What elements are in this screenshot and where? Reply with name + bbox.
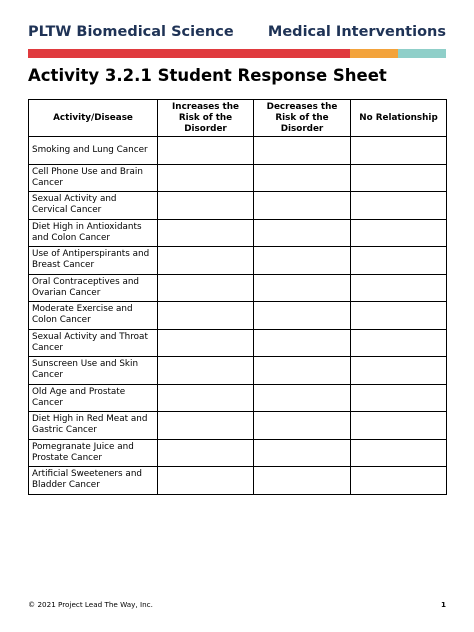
increases-risk-cell[interactable] [158,412,254,440]
activity-disease-cell: Artificial Sweeteners and Bladder Cancer [29,467,158,495]
no-relationship-cell[interactable] [351,384,447,412]
increases-risk-cell[interactable] [158,274,254,302]
table-row [29,192,447,220]
course-title: PLTW Biomedical Science [28,24,234,40]
page-number: 1 [440,600,446,609]
decreases-risk-cell[interactable] [254,219,351,247]
no-relationship-cell[interactable] [351,439,447,467]
activity-disease-cell: Diet High in Red Meat and Gastric Cancer [29,412,158,440]
no-relationship-cell[interactable] [351,302,447,330]
column-header-activity: Activity/Disease [29,100,158,137]
activity-disease-cell: Sexual Activity and Throat Cancer [29,329,158,357]
column-header-increases: Increases the Risk of the Disorder [158,100,254,137]
table-header-row [29,100,447,137]
no-relationship-cell[interactable] [351,412,447,440]
table-row [29,274,447,302]
activity-disease-cell: Sunscreen Use and Skin Cancer [29,357,158,385]
increases-risk-cell[interactable] [158,219,254,247]
table-row [29,164,447,192]
decreases-risk-cell[interactable] [254,192,351,220]
color-bar-teal-segment [398,49,446,58]
table-row [29,219,447,247]
activity-disease-cell: Pomegranate Juice and Prostate Cancer [29,439,158,467]
decreases-risk-cell[interactable] [254,137,351,165]
activity-disease-cell: Old Age and Prostate Cancer [29,384,158,412]
no-relationship-cell[interactable] [351,247,447,275]
table-row [29,137,447,165]
response-table [28,99,447,495]
increases-risk-cell[interactable] [158,247,254,275]
increases-risk-cell[interactable] [158,384,254,412]
activity-disease-cell: Use of Antiperspirants and Breast Cancer [29,247,158,275]
table-row [29,412,447,440]
no-relationship-cell[interactable] [351,192,447,220]
decreases-risk-cell[interactable] [254,247,351,275]
activity-disease-cell: Sexual Activity and Cervical Cancer [29,192,158,220]
decreases-risk-cell[interactable] [254,439,351,467]
unit-title: Medical Interventions [267,24,446,40]
increases-risk-cell[interactable] [158,164,254,192]
decreases-risk-cell[interactable] [254,164,351,192]
table-body [29,137,447,495]
copyright-text: © 2021 Project Lead The Way, Inc. [28,600,153,609]
increases-risk-cell[interactable] [158,357,254,385]
increases-risk-cell[interactable] [158,329,254,357]
page-header [28,24,446,44]
increases-risk-cell[interactable] [158,137,254,165]
table-row [29,302,447,330]
page-title: Activity 3.2.1 Student Response Sheet [28,66,387,85]
no-relationship-cell[interactable] [351,274,447,302]
decreases-risk-cell[interactable] [254,384,351,412]
activity-disease-cell: Oral Contraceptives and Ovarian Cancer [29,274,158,302]
decreases-risk-cell[interactable] [254,412,351,440]
table-row [29,384,447,412]
activity-disease-cell: Diet High in Antioxidants and Colon Cancer [29,219,158,247]
no-relationship-cell[interactable] [351,137,447,165]
no-relationship-cell[interactable] [351,467,447,495]
header-color-bar [28,49,446,58]
no-relationship-cell[interactable] [351,164,447,192]
increases-risk-cell[interactable] [158,439,254,467]
no-relationship-cell[interactable] [351,357,447,385]
column-header-decreases: Decreases the Risk of the Disorder [254,100,351,137]
activity-disease-cell: Smoking and Lung Cancer [29,137,158,165]
color-bar-orange-segment [350,49,398,58]
decreases-risk-cell[interactable] [254,357,351,385]
table-row [29,467,447,495]
increases-risk-cell[interactable] [158,302,254,330]
decreases-risk-cell[interactable] [254,467,351,495]
decreases-risk-cell[interactable] [254,274,351,302]
table-row [29,247,447,275]
no-relationship-cell[interactable] [351,329,447,357]
no-relationship-cell[interactable] [351,219,447,247]
table-row [29,357,447,385]
increases-risk-cell[interactable] [158,467,254,495]
color-bar-red-segment [28,49,350,58]
table-row [29,329,447,357]
table-row [29,439,447,467]
decreases-risk-cell[interactable] [254,329,351,357]
increases-risk-cell[interactable] [158,192,254,220]
column-header-no-relationship: No Relationship [351,100,447,137]
activity-disease-cell: Cell Phone Use and Brain Cancer [29,164,158,192]
activity-disease-cell: Moderate Exercise and Colon Cancer [29,302,158,330]
decreases-risk-cell[interactable] [254,302,351,330]
